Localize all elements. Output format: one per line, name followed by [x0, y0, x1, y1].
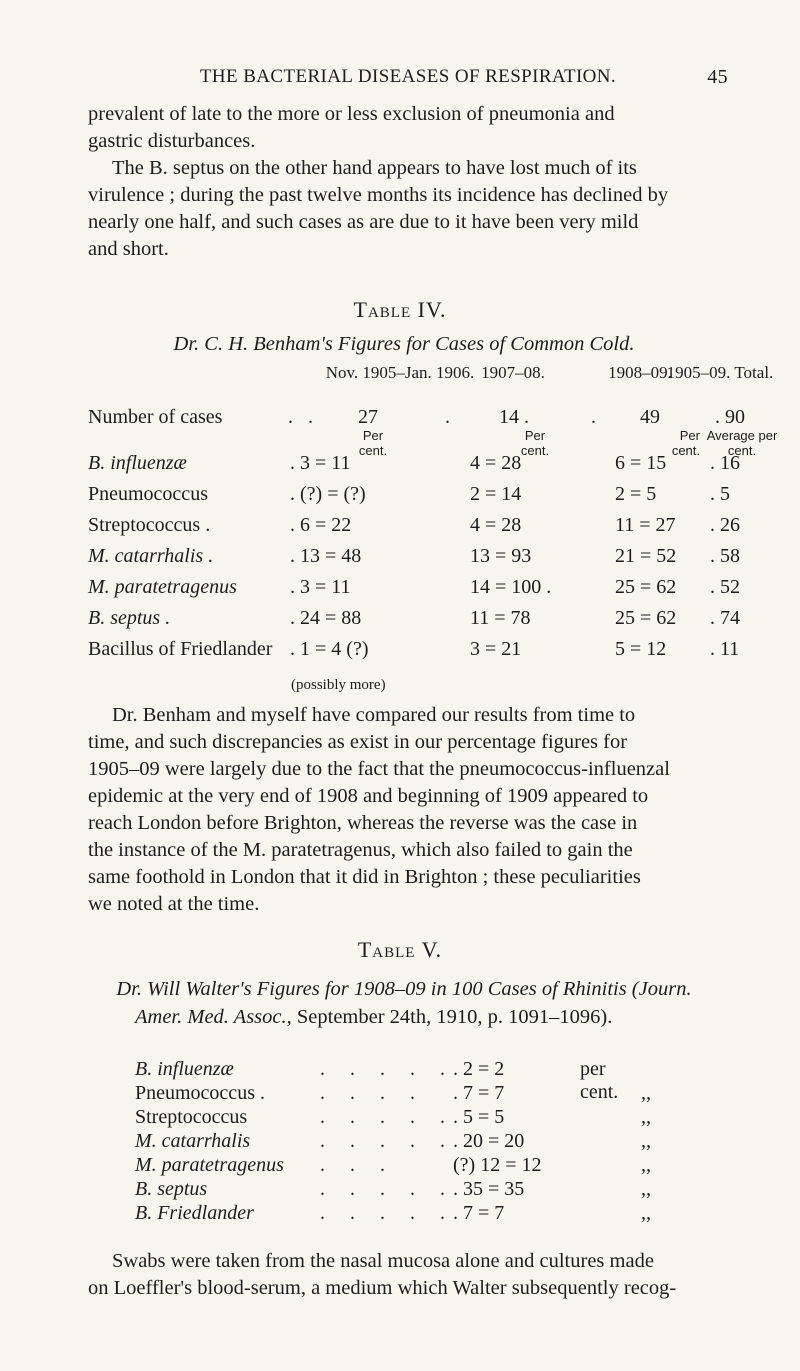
- text-line: The B. septus on the other hand appears to have lost much of its: [112, 157, 637, 179]
- table5-caption-line1: Dr. Will Walter's Figures for 1908–09 in 100 Cases of Rhinitis (Journ.: [116, 978, 692, 1000]
- table4-row-col1: . 6 = 22: [290, 514, 352, 536]
- table4-row-col1: . 3 = 11: [290, 576, 351, 598]
- table5-row-value: . 20 = 20: [453, 1130, 525, 1152]
- table4-row-col1: . 24 = 88: [290, 607, 362, 629]
- text-line: same foothold in London that it did in Brighton ; these peculiarities: [88, 866, 641, 888]
- table4-row-label: Bacillus of Friedlander: [88, 638, 273, 660]
- table4-row-col4: . 74: [710, 607, 740, 629]
- table4-row-col3: 2 = 5: [615, 483, 657, 505]
- table4-col2-sub: Per cent.: [520, 428, 550, 458]
- table5-row-unit: ,,: [641, 1202, 651, 1224]
- table4-row-col1: . (?) = (?): [290, 483, 366, 505]
- text-line: reach London before Brighton, whereas the reverse was the case in: [88, 812, 638, 834]
- table4-col3-sub: Per cent.: [671, 428, 700, 458]
- table4-row-col3: 6 = 15: [615, 452, 667, 474]
- leader-dots: . .: [288, 406, 313, 428]
- page-number: 45: [707, 66, 728, 88]
- table4-row-col4: . 11: [710, 638, 740, 660]
- table4-row-col3: 25 = 62: [615, 576, 677, 598]
- leader-dots: . . . . .: [320, 1130, 455, 1152]
- table4-col3-period: 1908–09.: [608, 363, 672, 382]
- text-line: Swabs were taken from the nasal mucosa alone and cultures made: [112, 1250, 654, 1272]
- leader-dots: . . . .: [320, 1082, 425, 1104]
- table4-col1-sub: Per cent.: [358, 428, 388, 458]
- table4-col1-period: Nov. 1905–Jan. 1906.: [325, 363, 475, 382]
- table5-row-unit: per cent.: [580, 1058, 619, 1103]
- table4-row-col2: 11 = 78: [470, 607, 531, 629]
- table4-row-col2: 4 = 28: [470, 452, 522, 474]
- table4-row-col1: . 1 = 4 (?): [290, 638, 369, 660]
- table5-caption-line2: [135, 1003, 612, 1031]
- table4-col2-cases: 14 .: [499, 406, 529, 428]
- text-line: the instance of the M. paratetragenus, which also failed to gain the: [88, 839, 633, 861]
- running-title: THE BACTERIAL DISEASES OF RESPIRATION.: [199, 66, 617, 87]
- table5-heading: Table V.: [357, 937, 443, 962]
- table4-col3-cases: 49: [640, 406, 660, 428]
- table4-col4-cases: . 90: [715, 406, 745, 428]
- table5-row-value: . 5 = 5: [453, 1106, 505, 1128]
- table4-row-col3: 11 = 27: [615, 514, 676, 536]
- leader-dots: . . . . .: [320, 1178, 455, 1200]
- table4-row-col3: 25 = 62: [615, 607, 677, 629]
- table5-caption-plain: September 24th, 1910, p. 1091–1096).: [291, 1006, 613, 1028]
- table5-row-value: . 35 = 35: [453, 1178, 525, 1200]
- table4-row-label: M. catarrhalis .: [88, 545, 214, 567]
- table4-row-col2: 14 = 100 .: [470, 576, 552, 598]
- table5-row-label: Streptococcus: [135, 1106, 248, 1128]
- table4-row-label: Pneumococcus: [88, 483, 208, 505]
- table5-row-unit: ,,: [641, 1178, 651, 1200]
- table5-row-label: B. influenzæ: [135, 1058, 234, 1080]
- leader-dots: . . .: [320, 1154, 395, 1176]
- text-line: time, and such discrepancies as exist in our percentage figures for: [88, 731, 628, 753]
- leader-dots: .: [445, 406, 450, 428]
- table5-row-label: M. catarrhalis: [135, 1130, 251, 1152]
- text-line: we noted at the time.: [88, 893, 260, 915]
- table4-caption: Dr. C. H. Benham's Figures for Cases of Common Cold.: [173, 333, 635, 355]
- table5-caption-italic: Amer. Med. Assoc.,: [135, 1006, 292, 1028]
- table5-row-unit: ,,: [641, 1106, 651, 1128]
- table4-footnote: (possibly more): [291, 677, 386, 693]
- middle-paragraph: [88, 702, 720, 918]
- table4-row-label: B. septus .: [88, 607, 171, 629]
- table4-row-col4: . 26: [710, 514, 740, 536]
- text-line: on Loeffler's blood-serum, a medium which Walter subsequently recog-: [88, 1277, 677, 1299]
- table5-row-label: B. septus: [135, 1178, 208, 1200]
- text-line: Dr. Benham and myself have compared our results from time to: [112, 704, 636, 726]
- text-line: and short.: [88, 238, 169, 260]
- text-line: prevalent of late to the more or less exclusion of pneumonia and: [88, 103, 615, 125]
- table4-row-col4: . 5: [710, 483, 730, 505]
- table4-row-col2: 4 = 28: [470, 514, 522, 536]
- table5-row-label: M. paratetragenus: [135, 1154, 284, 1176]
- table4-row-col4: . 58: [710, 545, 740, 567]
- table4-row-label: Streptococcus .: [88, 514, 211, 536]
- table4-col4-sub: Average per cent.: [706, 428, 778, 458]
- leader-dots: . . . . .: [320, 1106, 455, 1128]
- text-line: 1905–09 were largely due to the fact that the pneumococcus-influenzal: [88, 758, 670, 780]
- table4-row-col2: 2 = 14: [470, 483, 522, 505]
- table4-cases-label: Number of cases: [88, 406, 223, 428]
- table5-row-unit: ,,: [641, 1154, 651, 1176]
- text-line: nearly one half, and such cases as are due to it have been very mild: [88, 211, 639, 233]
- table5-row-unit: ,,: [641, 1082, 651, 1104]
- table4-row-col1: . 3 = 11: [290, 452, 351, 474]
- table5-row-label: B. Friedlander: [135, 1202, 254, 1224]
- table4-row-col2: 13 = 93: [470, 545, 532, 567]
- table4-heading: Table IV.: [353, 297, 447, 322]
- table4-col2-period: 1907–08.: [481, 363, 545, 382]
- text-line: epidemic at the very end of 1908 and beginning of 1909 appeared to: [88, 785, 649, 807]
- closing-paragraph: [88, 1248, 720, 1302]
- table4-row-col2: 3 = 21: [470, 638, 522, 660]
- table5-row-value: . 7 = 7: [453, 1202, 505, 1224]
- table4-row-col4: . 52: [710, 576, 740, 598]
- table5-row-value: . 7 = 7: [453, 1082, 505, 1104]
- text-line: gastric disturbances.: [88, 130, 256, 152]
- leader-dots: . . . . .: [320, 1202, 455, 1224]
- table5-row-unit: ,,: [641, 1130, 651, 1152]
- leader-dots: . . . . .: [320, 1058, 455, 1080]
- leader-dots: .: [591, 406, 596, 428]
- table4-row-col4: . 16: [710, 452, 740, 474]
- table5-row-label: Pneumococcus .: [135, 1082, 265, 1104]
- table4-row-label: M. paratetragenus: [88, 576, 237, 598]
- table4-row-col3: 5 = 12: [615, 638, 667, 660]
- table4-col1-cases: 27: [358, 406, 378, 428]
- table4-row-col1: . 13 = 48: [290, 545, 362, 567]
- text-line: virulence ; during the past twelve months its incidence has declined by: [88, 184, 669, 206]
- table4-row-col3: 21 = 52: [615, 545, 677, 567]
- table4-col4-period: 1905–09. Total.: [666, 363, 774, 382]
- table5-row-value: (?) 12 = 12: [453, 1154, 542, 1176]
- table4-row-label: B. influenzæ: [88, 452, 187, 474]
- table5-row-value: . 2 = 2: [453, 1058, 505, 1080]
